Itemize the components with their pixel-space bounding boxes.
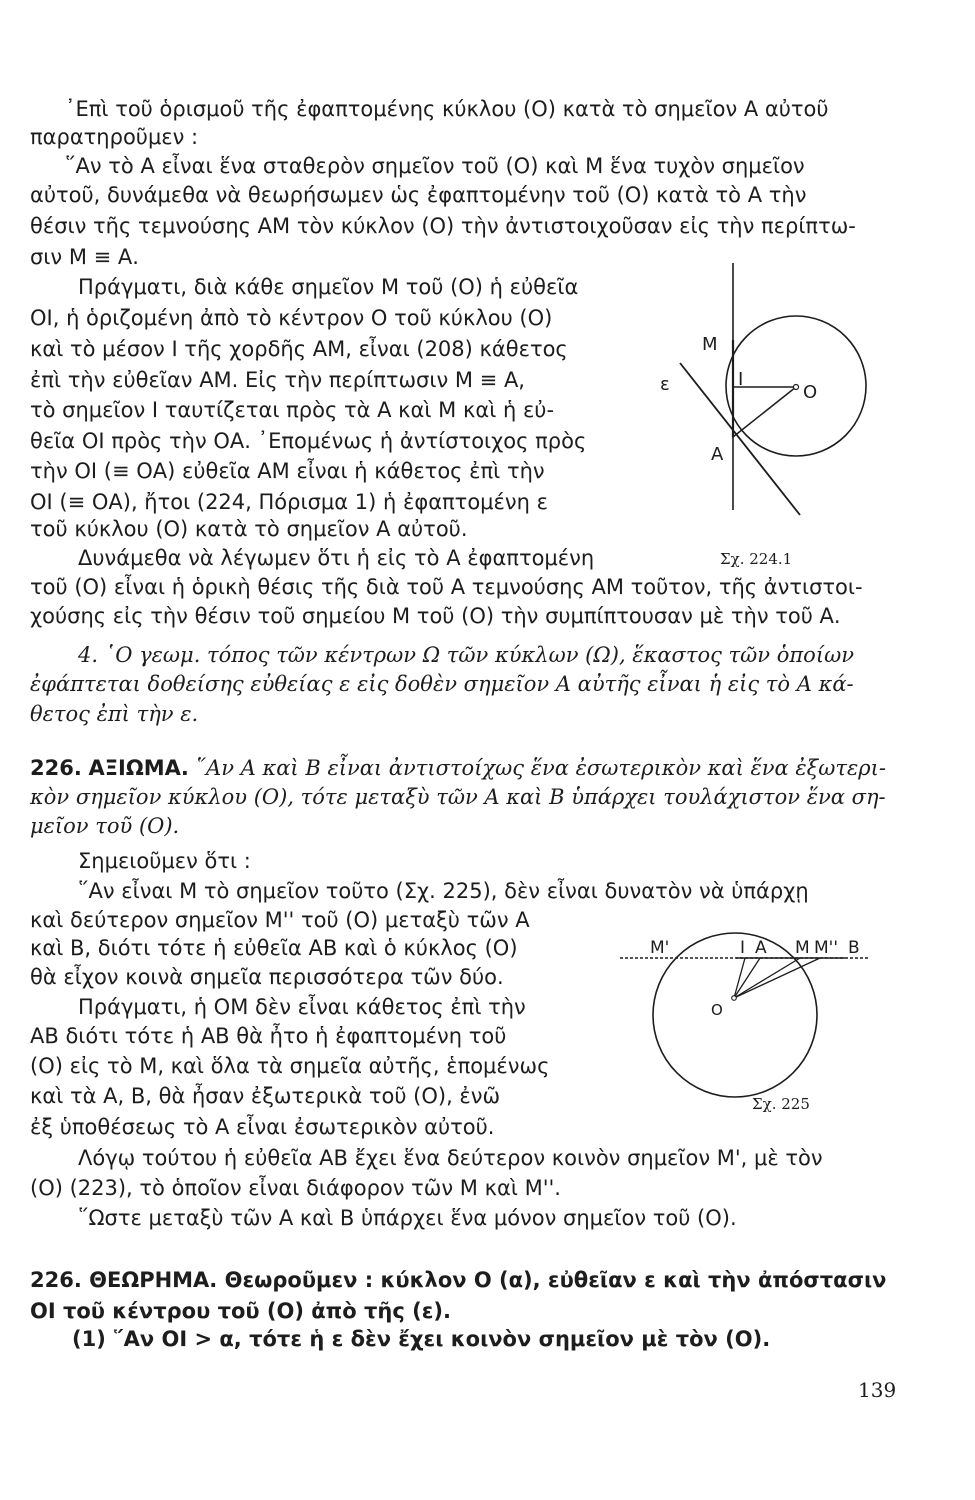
figure-caption: Σχ. 225 (752, 1095, 810, 1113)
text-line: (Ο) (223), τὸ ὁποῖον εἶναι διάφορον τῶν Μ καὶ Μ''. (30, 1176, 561, 1200)
axiom-text: κὸν σημεῖον κύκλου (Ο), τότε μεταξὺ τῶν Α καὶ Β ὑπάρχει τουλάχιστον ἕνα ση- (30, 785, 886, 809)
remark-line: 4. ῾Ο γεωμ. τόπος τῶν κέντρων Ω τῶν κύκλων (Ω), ἕκαστος τῶν ὁποίων (78, 643, 854, 667)
theorem-number: 226. (30, 1268, 82, 1292)
theorem-heading (30, 1266, 886, 1294)
text-line: Πράγματι, ἡ ΟΜ δὲν εἶναι κάθετος ἐπὶ τὴν (78, 995, 526, 1019)
theorem-text: Θεωροῦμεν : κύκλον Ο (α), εὐθεῖαν ε καὶ τὴν ἀπόστασιν (224, 1268, 887, 1292)
text-line: καὶ Β, διότι τότε ἡ εὐθεῖα ΑΒ καὶ ὁ κύκλος (Ο) (30, 936, 518, 960)
text-line: τοῦ κύκλου (Ο) κατὰ τὸ σημεῖον Α αὐτοῦ. (30, 517, 468, 541)
text-line: ῞Αν εἶναι Μ τὸ σημεῖον τοῦτο (Σχ. 225), δὲν εἶναι δυνατὸν νὰ ὑπάρχῃ (78, 879, 809, 903)
text-line: αὐτοῦ, δυνάμεθα νὰ θεωρήσωμεν ὡς ἐφαπτομένην τοῦ (Ο) κατὰ τὸ Α τὴν (30, 183, 807, 207)
label-b: Β (848, 938, 860, 958)
label-a: Α (755, 938, 767, 958)
text-line: χούσης εἰς τὴν θέσιν τοῦ σημείου Μ τοῦ (Ο) τὴν συμπίπτουσαν μὲ τὴν τοῦ Α. (30, 604, 841, 628)
text-line: ἐπὶ τὴν εὐθεῖαν ΑΜ. Εἰς τὴν περίπτωσιν Μ ≡ Α, (30, 368, 525, 392)
text-line: σιν Μ ≡ Α. (30, 245, 139, 269)
label-i: Ι (738, 369, 744, 390)
text-line: καὶ τὰ Α, Β, θὰ ἦσαν ἐξωτερικὰ τοῦ (Ο), ἐνῶ (30, 1084, 501, 1108)
text-line: Λόγῳ τούτου ἡ εὐθεῖα ΑΒ ἔχει ἕνα δεύτερον κοινὸν σημεῖον Μ', μὲ τὸν (78, 1146, 823, 1170)
label-a: Α (711, 444, 724, 465)
text-line: (Ο) εἰς τὸ Μ, καὶ ὅλα τὰ σημεῖα αὐτῆς, ἑπομένως (30, 1054, 550, 1078)
text-line: θὰ εἶχον κοινὰ σημεῖα περισσότερα τῶν δύο. (30, 965, 504, 989)
text-line: τὸ σημεῖον Ι ταυτίζεται πρὸς τὰ Α καὶ Μ καὶ ἡ εὐ- (30, 398, 555, 422)
text-line: ΟΙ (≡ ΟΑ), ἤτοι (224, Πόρισμα 1) ἡ ἐφαπτομένη ε (30, 490, 548, 514)
point-o (732, 996, 737, 1001)
theorem-title: ΘΕΩΡΗΜΑ. (89, 1268, 218, 1292)
label-o: Ο (711, 1001, 723, 1019)
text-line: παρατηροῦμεν : (30, 125, 199, 149)
label-m-double-prime: Μ'' (814, 938, 839, 958)
text-line: θεῖα ΟΙ πρὸς τὴν ΟΑ. ᾿Επομένως ἡ ἀντίστοιχος πρὸς (30, 429, 587, 453)
text-line: ῞Ωστε μεταξὺ τῶν Α καὶ Β ὑπάρχει ἕνα μόνον σημεῖον τοῦ (Ο). (78, 1206, 737, 1230)
axiom-number: 226. (30, 756, 82, 780)
text-line: ἐξ ὑποθέσεως τὸ Α εἶναι ἐσωτερικὸν αὐτοῦ. (30, 1115, 495, 1139)
axiom-text: ῞Αν Α καὶ Β εἶναι ἀντιστοίχως ἕνα ἐσωτερικὸν καὶ ἕνα ἐξωτερι- (195, 756, 886, 780)
text-line: ΟΙ, ἡ ὁριζομένη ἀπὸ τὸ κέντρον Ο τοῦ κύκλου (Ο) (30, 306, 553, 330)
page-number: 139 (858, 1378, 897, 1402)
label-m: Μ (702, 334, 718, 355)
text-line: ΑΒ διότι τότε ἡ ΑΒ θὰ ἦτο ἡ ἐφαπτομένη τοῦ (30, 1024, 507, 1048)
label-i: Ι (740, 938, 746, 958)
theorem-text: (1) ῞Αν ΟΙ > α, τότε ἡ ε δὲν ἔχει κοινὸν σημεῖον μὲ τὸν (Ο). (72, 1327, 771, 1351)
label-o: Ο (803, 382, 818, 403)
text-line: τοῦ (Ο) εἶναι ἡ ὁρικὴ θέσις τῆς διὰ τοῦ Α τεμνούσης ΑΜ τοῦτον, τῆς ἀντιστοι- (30, 575, 863, 599)
text-line: ᾿Επὶ τοῦ ὁρισμοῦ τῆς ἐφαπτομένης κύκλου (Ο) κατὰ τὸ σημεῖον Α αὐτοῦ (65, 97, 829, 121)
text-line: θέσιν τῆς τεμνούσης ΑΜ τὸν κύκλον (Ο) τὴν ἀντιστοιχοῦσαν εἰς τὴν περίπτω- (30, 214, 856, 238)
figure-caption: Σχ. 224.1 (720, 550, 793, 568)
theorem-text: ΟΙ τοῦ κέντρου τοῦ (Ο) ἀπὸ τῆς (ε). (30, 1299, 451, 1323)
text-line: καὶ τὸ μέσον Ι τῆς χορδῆς ΑΜ, εἶναι (208) κάθετος (30, 337, 568, 361)
text-line: Σημειοῦμεν ὅτι : (78, 849, 251, 873)
axiom-title: ΑΞΙΩΜΑ. (88, 756, 189, 780)
label-m: Μ (795, 938, 810, 958)
remark-line: ἐφάπτεται δοθείσης εὐθείας ε εἰς δοθὲν σημεῖον Α αὐτῆς εἶναι ἡ εἰς τὸ Α κά- (30, 672, 854, 696)
label-e: ε (660, 374, 670, 395)
axiom-text: μεῖον τοῦ (Ο). (30, 814, 180, 838)
text-line: καὶ δεύτερον σημεῖον Μ'' τοῦ (Ο) μεταξὺ τῶν Α (30, 908, 530, 932)
text-line: ῞Αν τὸ Α εἶναι ἕνα σταθερὸν σημεῖον τοῦ (Ο) καὶ Μ ἕνα τυχὸν σημεῖον (65, 154, 805, 178)
text-line: Πράγματι, διὰ κάθε σημεῖον Μ τοῦ (Ο) ἡ εὐθεῖα (78, 275, 579, 299)
text-line: Δυνάμεθα νὰ λέγωμεν ὅτι ἡ εἰς τὸ Α ἐφαπτομένη (78, 546, 595, 570)
label-m-prime: Μ' (650, 938, 670, 958)
remark-line: θετος ἐπὶ τὴν ε. (30, 702, 199, 726)
text-line: τὴν ΟΙ (≡ ΟΑ) εὐθεῖα ΑΜ εἶναι ἡ κάθετος ἐπὶ τὴν (30, 459, 545, 483)
